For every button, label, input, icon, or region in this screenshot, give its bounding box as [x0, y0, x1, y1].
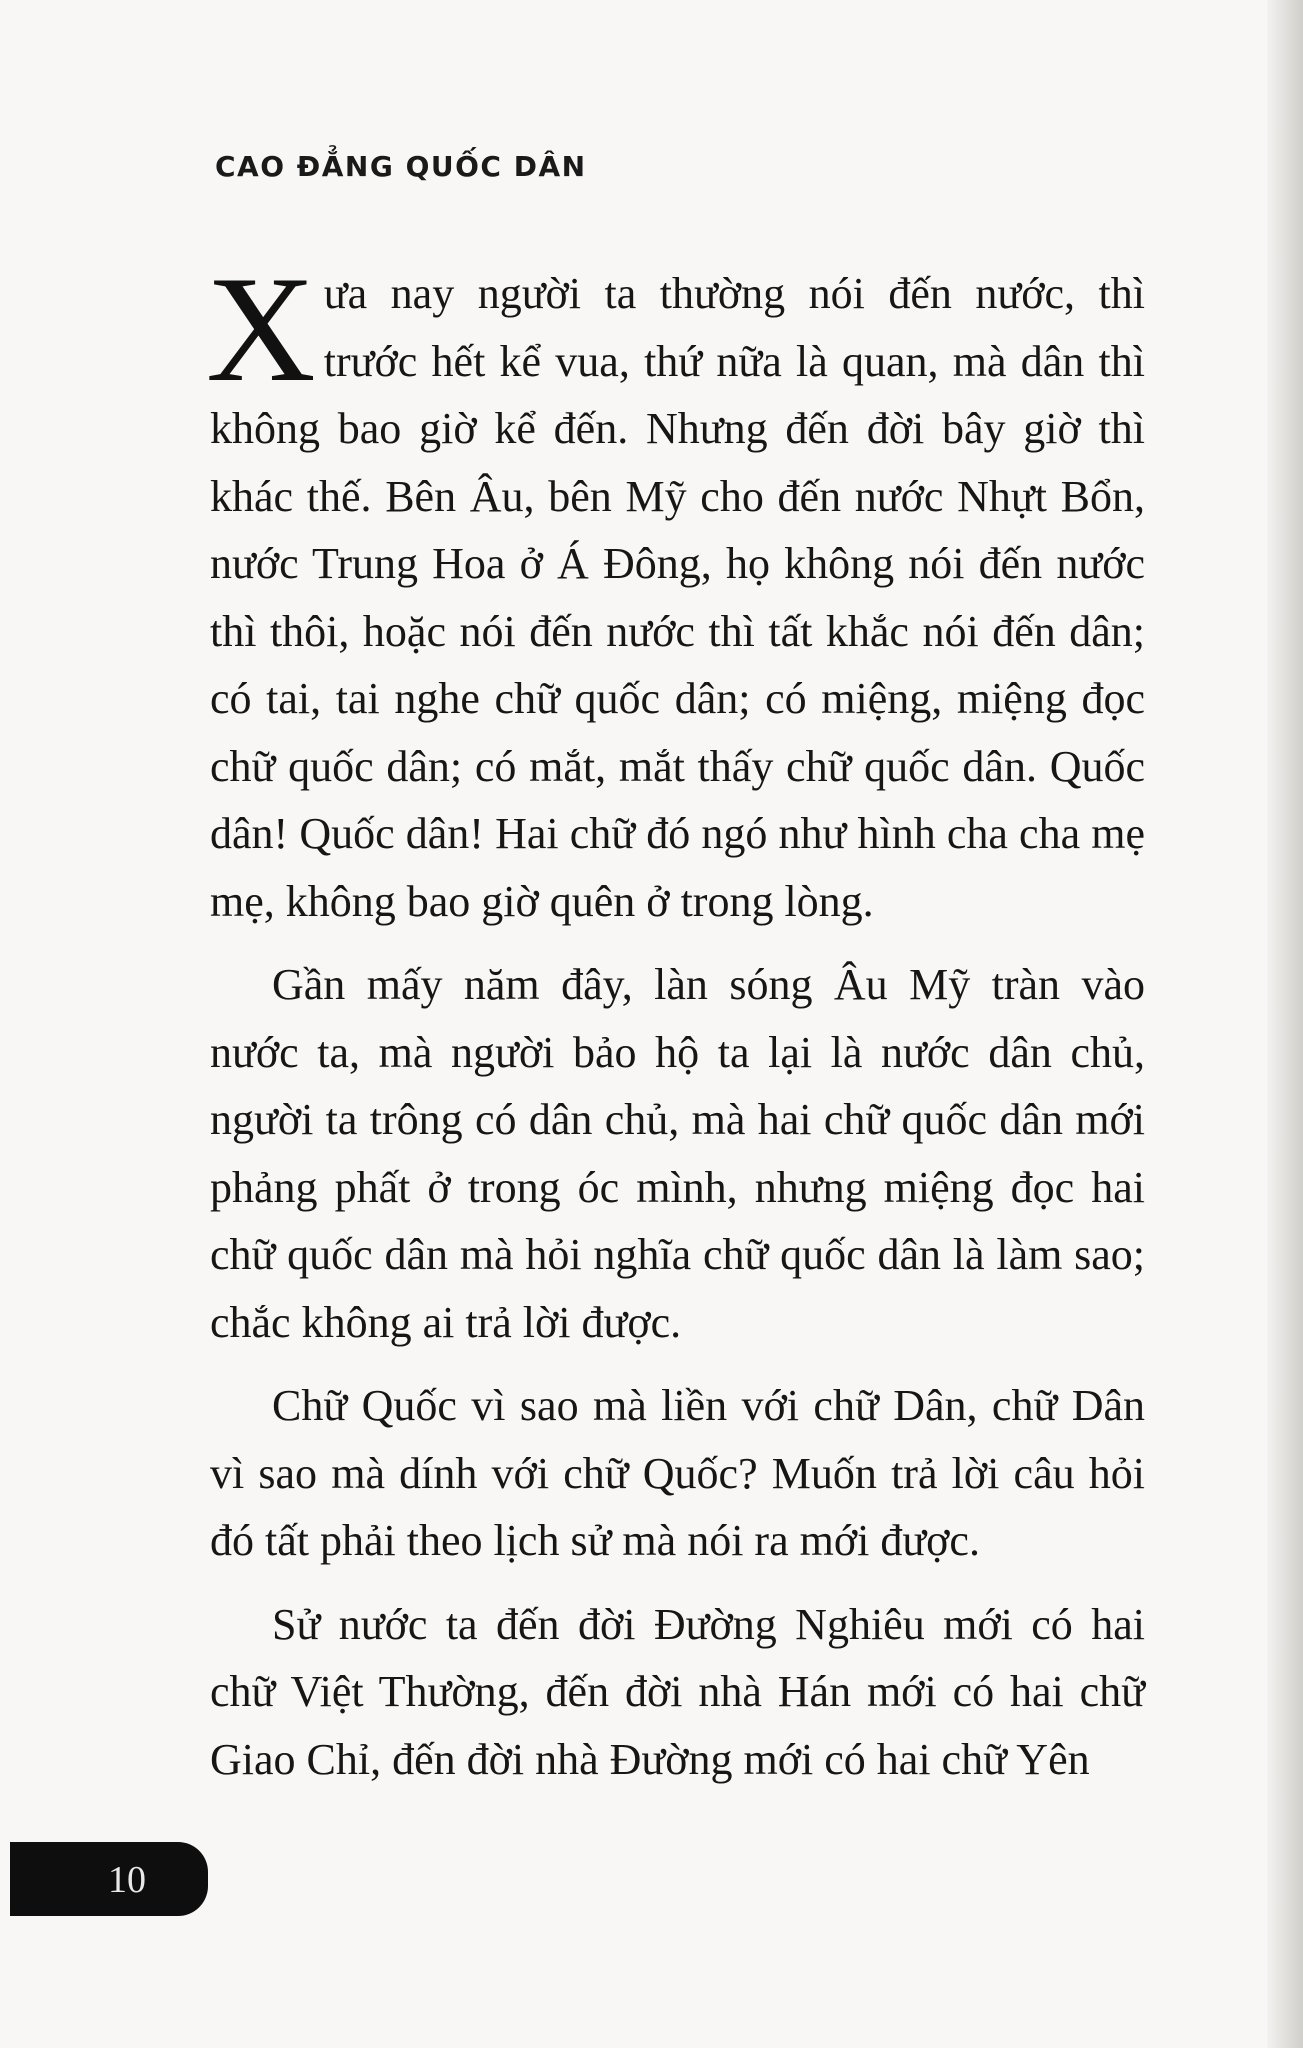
paragraph-2: Gần mấy năm đây, làn sóng Âu Mỹ tràn vào nước ta, mà người bảo hộ ta lại là nước dân chủ, người ta trông có dân chủ, mà hai chữ quốc dân mới phảng phất ở trong óc mình, nhưng miệng đọc hai chữ quốc dân mà hỏi nghĩa chữ quốc dân là làm sao; chắc không ai trả lời được. — [210, 960, 1145, 1347]
page-number: 10 — [108, 1859, 146, 1901]
drop-cap: X — [206, 245, 316, 413]
paragraph-3: Chữ Quốc vì sao mà liền với chữ Dân, chữ Dân vì sao mà dính với chữ Quốc? Muốn trả lời câu hỏi đó tất phải theo lịch sử mà nói ra mới được. — [210, 1381, 1145, 1565]
body-text — [206, 245, 1145, 1793]
paragraph-1 — [206, 245, 1145, 935]
paragraph-4: Sử nước ta đến đời Đường Nghiêu mới có hai chữ Việt Thường, đến đời nhà Hán mới có hai chữ Giao Chỉ, đến đời nhà Đường mới có hai chữ Yên — [210, 1599, 1145, 1784]
running-header: CAO ĐẲNG QUỐC DÂN — [215, 150, 587, 183]
paragraph-1-text: ưa nay người ta thường nói đến nước, thì trước hết kể vua, thứ nữa là quan, mà dân thì không bao giờ kể đến. Nhưng đến đời bây giờ thì khác thế. Bên Âu, bên Mỹ cho đến nước Nhựt Bổn, nước Trung Hoa ở Á Đông, họ không nói đến nước thì thôi, hoặc nói đến nước thì tất khắc nói đến dân; có tai, tai nghe chữ quốc dân; có miệng, miệng đọc chữ quốc dân; có mắt, mắt thấy chữ quốc dân. Quốc dân! Quốc dân! Hai chữ đó ngó như hình cha cha mẹ mẹ, không bao giờ quên ở trong lòng. — [210, 269, 1145, 926]
page-edge-shadow — [1267, 0, 1303, 2048]
